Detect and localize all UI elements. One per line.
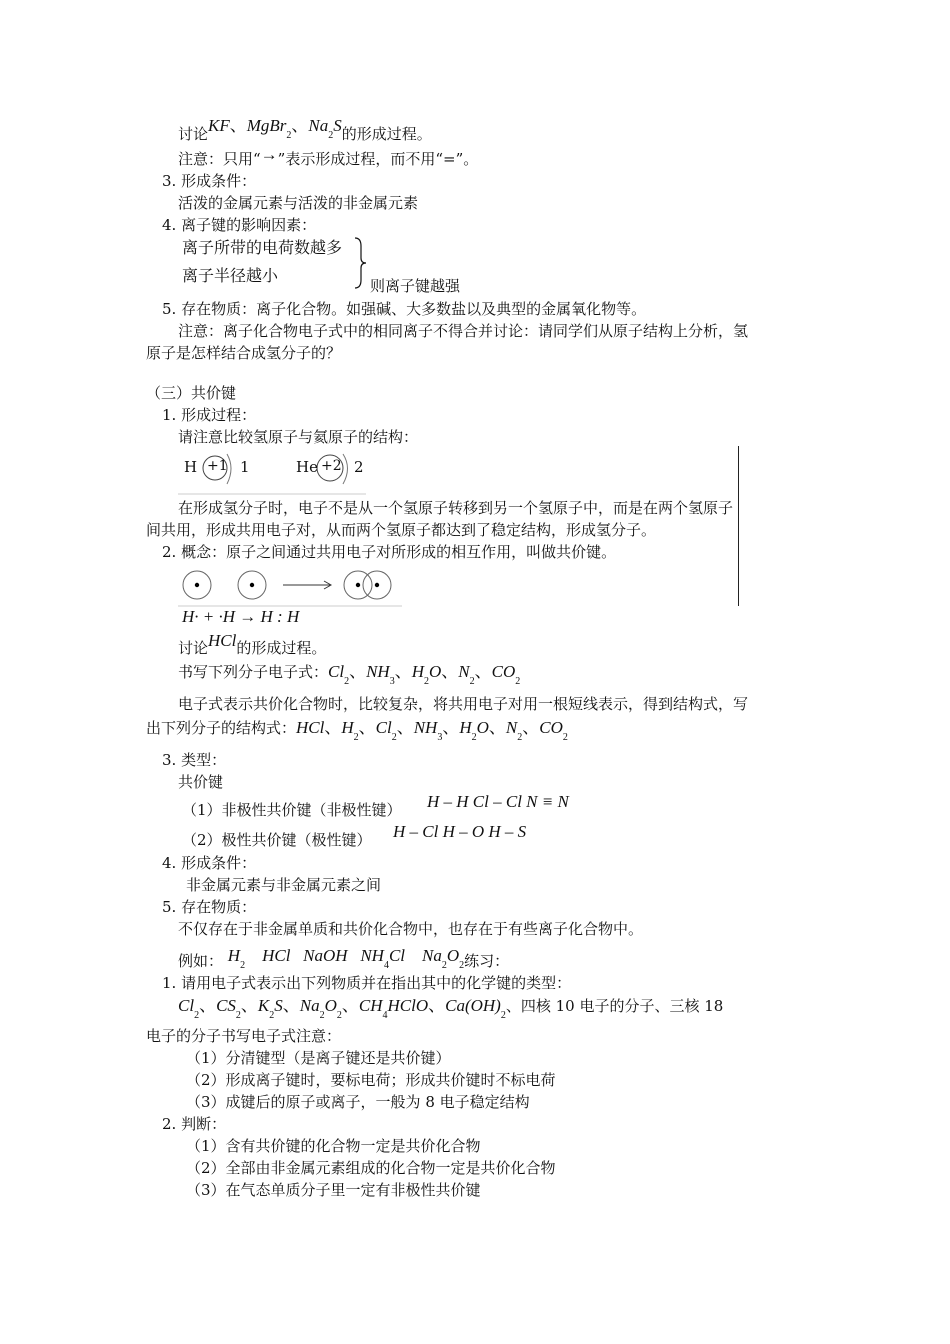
type-polar: （2）极性共价键（极性键） [182,831,372,849]
type-covalent: 共价键 [178,773,224,791]
factor-result: 则离子键越强 [370,277,461,295]
formation-line-a: 在形成氢分子时，电子不是从一个氢原子转移到另一个氢原子中，而是在两个氢原子 [178,499,734,517]
judge-3: （3）在气态单质分子里一定有非极性共价键 [186,1181,481,1199]
example-formulas: $H_2$ HCl NaOH $NH_4Cl$ $Na_2O_2$ [227,946,465,971]
judge-title: 2. 判断： [162,1115,227,1133]
atom-structure-diagram [178,448,366,496]
exercise1-line-b: 电子的分子书写电子式注意： [146,1027,342,1045]
h-nucleus: +1 [207,458,228,474]
tip-2: （2）形成离子键时，要标电荷；形成共价键时不标电荷 [186,1071,556,1089]
note-arrow-line: 注意：只用“→”表示形成过程，而不用“=”。 [178,145,479,168]
compare-text: 请注意比较氢原子与氦原子的结构： [178,428,419,446]
condition2-text: 非金属元素与非金属元素之间 [186,876,382,894]
structure-line-a: 电子式表示共价化合物时，比较复杂，将共用电子对用一根短线表示，得到结构式，写 [178,695,749,713]
exist2-title: 5. 存在物质： [162,898,257,916]
factor-charge: 离子所带的电荷数越多 [182,238,343,257]
polar-examples: H – Cl H – O H – S [393,822,527,841]
tip-3: （3）成键后的原子或离子，一般为 8 电子稳定结构 [186,1093,530,1111]
formula-list-structure: HCl、$H_2$、$Cl_2$、$NH_3$、$H_2O$、$N_2$、$CO_2$ [296,718,568,743]
discuss-ionic-line [178,116,432,147]
factor-radius: 离子半径越小 [182,266,279,285]
nonpolar-examples: H – H Cl – Cl N ≡ N [427,792,569,811]
he-nucleus: +2 [321,458,342,474]
h-symbol: H [184,458,198,476]
he-symbol: He [296,458,318,476]
h-shell: 1 [240,458,250,476]
factor-title: 4. 离子键的影响因素： [162,216,317,234]
tip-1: （1）分清键型（是离子键还是共价键） [186,1049,451,1067]
condition-title: 3. 形成条件： [162,172,257,190]
type-nonpolar: （1）非极性共价键（非极性键） [182,801,402,819]
discuss-label: 讨论 [178,125,209,143]
write-formulas-line: 书写下列分子电子式：$Cl_2$、$NH_3$、$H_2O$、$N_2$、$CO_2$ [178,662,521,687]
example-line: 例如： $H_2$ HCl NaOH $NH_4Cl$ $Na_2O_2$练习： [178,946,510,971]
structure-line-b: 出下列分子的结构式：HCl、$H_2$、$Cl_2$、$NH_3$、$H_2O$、$N_2$、$CO_2$ [146,718,568,743]
discuss-suffix: 的形成过程。 [341,125,432,143]
arrow-icon: → [260,145,278,164]
h2-equation: H· + ·H → H : H [182,607,300,626]
discuss-hcl-line: 讨论HCl的形成过程。 [178,631,327,657]
exercise1-title: 1. 请用电子式表示出下列物质并在指出其中的化学键的类型： [162,974,572,992]
note2-line-b: 原子是怎样结合成氢分子的？ [146,344,342,362]
judge-2: （2）全部由非金属元素组成的化合物一定是共价化合物 [186,1159,556,1177]
type-title: 3. 类型： [162,751,227,769]
note2-line-a: 注意：离子化合物电子式中的相同离子不得合并讨论：请同学们从原子结构上分析，氢 [178,322,749,340]
formula-hcl: HCl [208,631,237,650]
process-title: 1. 形成过程： [162,406,257,424]
vertical-rule [738,446,739,606]
condition-text: 活泼的金属元素与活泼的非金属元素 [178,194,419,212]
he-shell: 2 [354,458,364,476]
condition2-title: 4. 形成条件： [162,854,257,872]
exist2-text: 不仅存在于非金属单质和共价化合物中，也存在于有些离子化合物中。 [178,920,644,938]
concept-line: 2. 概念：原子之间通过共用电子对所形成的相互作用，叫做共价键。 [162,543,617,561]
exercise1-formulas: $Cl_2$、$CS_2$、$K_2S$、$Na_2O_2$、$CH_4HClO$、$Ca(OH)_2$、四核 10 电子的分子、三核 18 [178,996,724,1021]
section-heading: （三）共价键 [146,384,237,402]
exist-title: 5. 存在物质：离子化合物。如强碱、大多数盐以及典型的金属氧化物等。 [162,300,647,318]
h2-formation-diagram [178,563,402,607]
judge-1: （1）含有共价键的化合物一定是共价化合物 [186,1137,481,1155]
brace-icon [352,236,368,290]
formula-kf: KF、MgBr$_2$、$Na_2S$ [208,116,342,141]
formation-line-b: 间共用，形成共用电子对，从而两个氢原子都达到了稳定结构，形成氢分子。 [146,521,657,539]
formula-list-electron: $Cl_2$、$NH_3$、$H_2O$、$N_2$、$CO_2$ [328,662,521,687]
